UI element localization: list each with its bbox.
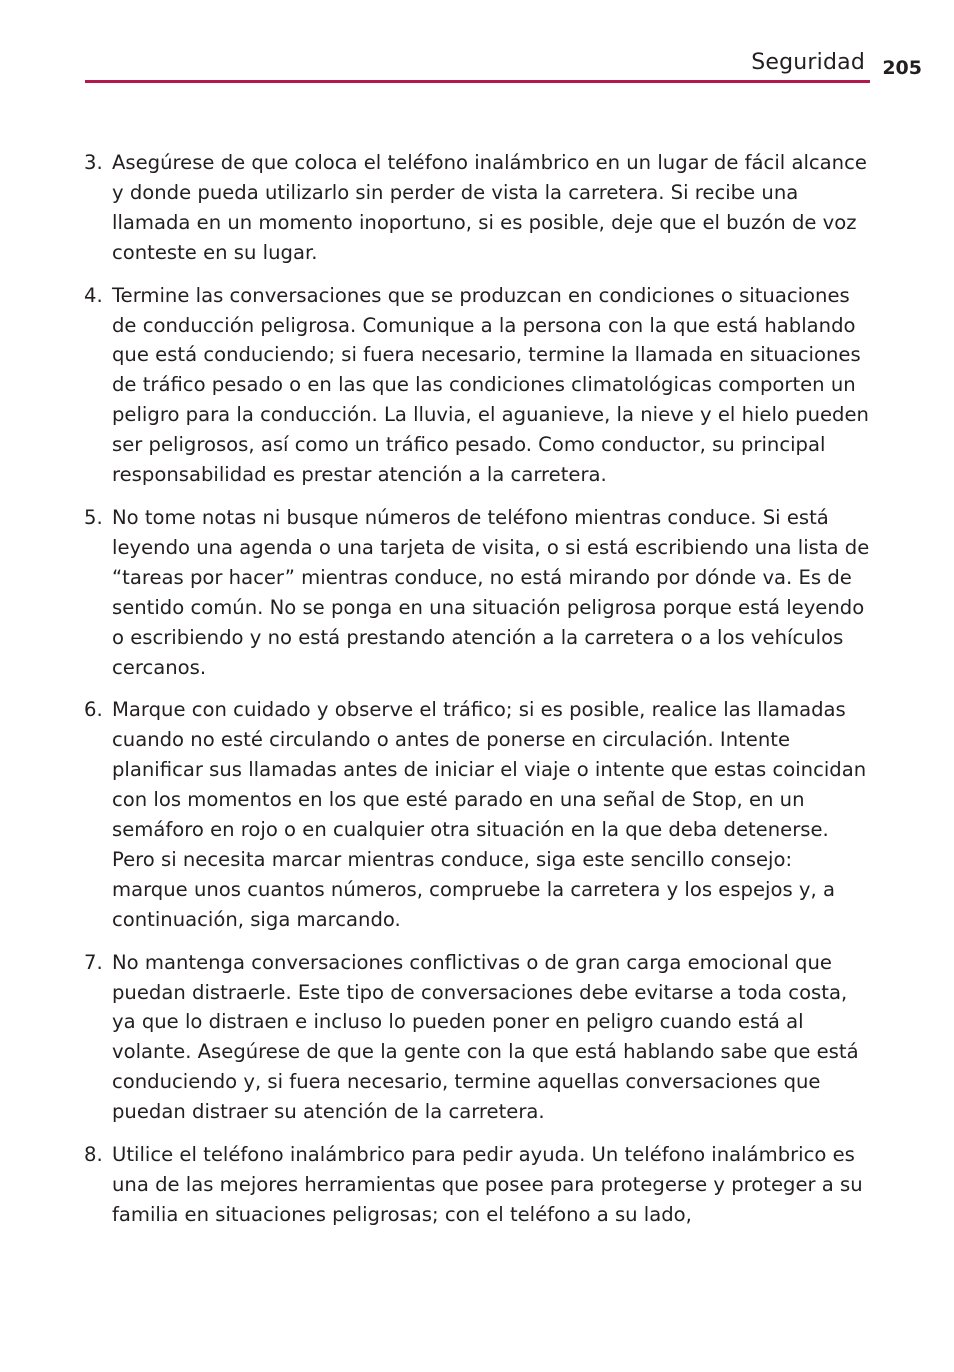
item-text: No tome notas ni busque números de teléfono mientras conduce. Si está leyendo una agenda o una tarjeta de visita, o si está escribiendo una lista de “tareas por hacer” mientras conduce, no está mirando por dónde va. Es de sentido común. No se ponga en una situación peligrosa porque está leyendo o escribiendo y no está prestando atención a la carretera o a los vehículos cercanos.	[112, 505, 870, 679]
list-item	[84, 281, 874, 490]
item-number: 7.	[84, 950, 103, 974]
list-item	[84, 1140, 874, 1230]
item-number: 6.	[84, 698, 103, 722]
item-text: Marque con cuidado y observe el tráfico; si es posible, realice las llamadas cuando no esté circulando o antes de ponerse en circulación. Intente planificar sus llamadas antes de iniciar el viaje o intente que estas coincidan con los momentos en los que esté parado en una señal de Stop, en un semáforo en rojo o en cualquier otra situación en la que deba detenerse. Pero si necesita marcar mientras conduce, siga este sencillo consejo: marque unos cuantos números, compruebe la carretera y los espejos y, a continuación, siga marcando.	[112, 698, 867, 931]
section-title: Seguridad	[751, 50, 865, 75]
list-item	[84, 948, 874, 1127]
list-item	[84, 148, 874, 268]
list-item	[84, 503, 874, 682]
item-text: Utilice el teléfono inalámbrico para pedir ayuda. Un teléfono inalámbrico es una de las mejores herramientas que posee para protegerse y proteger a su familia en situaciones peligrosas; con el teléfono a su lado,	[112, 1143, 863, 1226]
item-number: 3.	[84, 151, 103, 174]
item-number: 4.	[84, 283, 103, 307]
item-number: 8.	[84, 1143, 103, 1167]
item-text: No mantenga conversaciones conflictivas o de gran carga emocional que puedan distraerle. Este tipo de conversaciones debe evitarse a toda costa, ya que lo distraen e incluso lo pueden poner en peligro cuando está al volante. Asegúrese de que la gente con la que está hablando sabe que está conduciendo y, si fuera necesario, termine aquellas conversaciones que puedan distraer su atención de la carretera.	[112, 950, 859, 1124]
item-text: Termine las conversaciones que se produzcan en condiciones o situaciones de conducción peligrosa. Comunique a la persona con la que está hablando que está conduciendo; si fuera necesario, termine la llamada en situaciones de tráfico pesado o en las que las condiciones climatológicas comporten un peligro para la conducción. La lluvia, el aguanieve, la nieve y el hielo pueden ser peligrosos, así como un tráfico pesado. Como conductor, su principal responsabilidad es prestar atención a la carretera.	[112, 283, 869, 487]
item-number: 5.	[84, 505, 103, 529]
header-rule	[85, 80, 870, 83]
list-item	[84, 695, 874, 934]
item-text: Asegúrese de que coloca el teléfono inalámbrico en un lugar de fácil alcance y donde pueda utilizarlo sin perder de vista la carretera. Si recibe una llamada en un momento inoportuno, si es posible, deje que el buzón de voz conteste en su lugar.	[112, 151, 867, 264]
safety-tips-list	[84, 148, 874, 1243]
page-header	[85, 40, 925, 86]
page-number: 205	[882, 57, 922, 79]
